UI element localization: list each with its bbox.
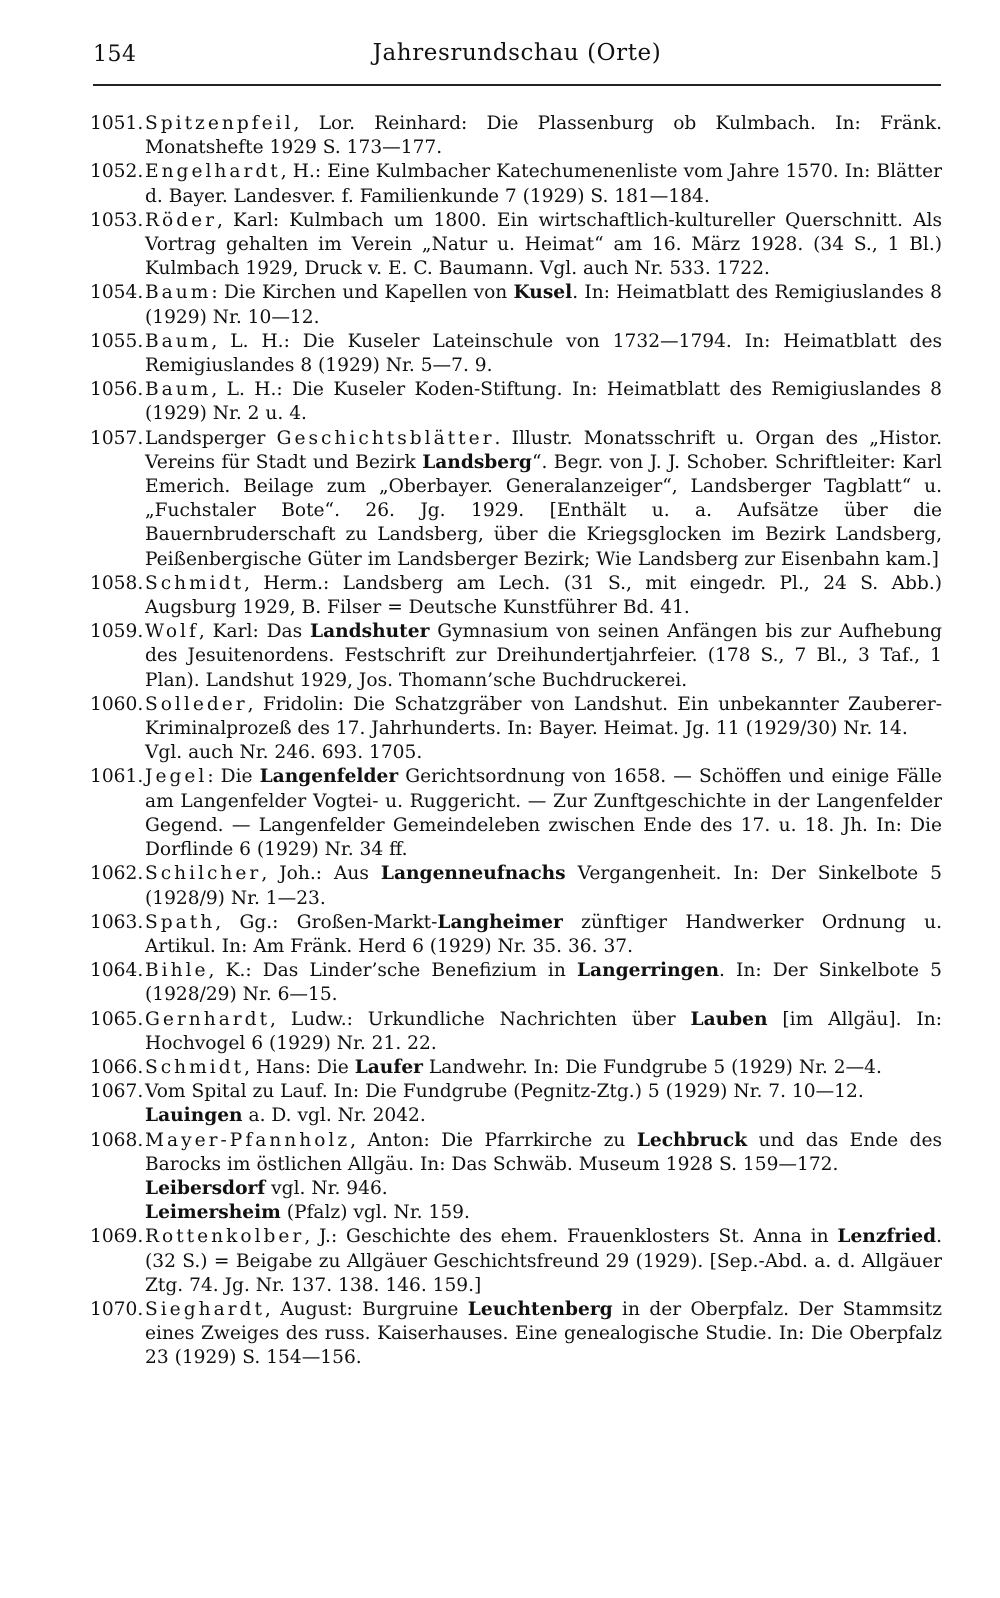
entry-text: a. D. vgl. Nr. 2042. xyxy=(242,1105,426,1127)
bibliography-entry xyxy=(90,1225,942,1298)
entry-text: , Karl: Das xyxy=(198,621,310,643)
bibliography-entry xyxy=(90,160,942,208)
entry-author: Wolf xyxy=(145,621,199,643)
entry-number: 1062. xyxy=(90,863,144,885)
entry-author: Mayer-Pfannholz xyxy=(145,1129,351,1151)
entry-text: , Hans: Die xyxy=(244,1056,355,1078)
entry-author: Sieghardt xyxy=(145,1298,265,1320)
entry-text: und das Ende des Barocks im östlichen Allgäu. In: Das Schwäb. Museum 1928 S. 159—172. xyxy=(145,1129,942,1175)
entry-text: Vom Spital zu Lauf. In: Die Fundgrube (Pegnitz-Ztg.) 5 (1929) Nr. 7. 10—12. xyxy=(145,1081,864,1103)
entry-number: 1060. xyxy=(90,693,144,715)
entry-text: Gymnasium von seinen Anfängen bis zur Aufhebung des Jesuitenordens. Festschrift zur Dreihundertjahrfeier. (178 S., 7 Bl., 3 Taf., 1 Plan). Landshut 1929, Jos. Thomann’sche Buchdruckerei. xyxy=(145,621,942,691)
entry-text: . Illustr. Monatsschrift u. Organ des „Histor. Vereins für Stadt und Bezirk xyxy=(145,427,942,473)
bibliography-entry xyxy=(90,112,942,160)
entry-place: Laufer xyxy=(354,1056,423,1078)
entry-text: , L. H.: Die Kuseler Lateinschule von 1732—1794. In: Heimatblatt des Remigiuslandes 8 (1929) Nr. 5—7. 9. xyxy=(145,330,942,377)
entry-place: Leibersdorf xyxy=(145,1177,266,1199)
entry-author: Schmidt xyxy=(145,572,245,594)
entry-text: in der Oberpfalz. Der Stammsitz eines Zweiges des russ. Kaiserhauses. Eine genealogische Studie. In: Die Oberpfalz 23 (1929) S. 154—156. xyxy=(145,1298,942,1369)
entry-number: 1069. xyxy=(90,1226,144,1248)
entry-place: Lechbruck xyxy=(636,1129,748,1151)
entry-number: 1064. xyxy=(90,960,144,982)
entry-author: Rottenkolber xyxy=(145,1226,305,1248)
bibliography-entry xyxy=(90,693,942,741)
entry-text: (Pfalz) vgl. Nr. 159. xyxy=(280,1202,470,1224)
entry-place: Kusel xyxy=(513,282,573,304)
entry-text: vgl. Nr. 946. xyxy=(265,1177,388,1199)
bibliography-entry xyxy=(90,281,942,329)
entry-number: 1058. xyxy=(90,572,144,594)
bibliography-entry xyxy=(90,620,942,693)
entry-author: Schilcher xyxy=(145,863,262,885)
entry-text: , Gg.: Großen-Markt- xyxy=(215,911,438,933)
cross-reference xyxy=(90,1201,942,1225)
entry-author: Spitzenpfeil xyxy=(145,113,294,134)
entry-text: , H.: Eine Kulmbacher Katechumenenliste vom Jahre 1570. In: Blätter d. Bayer. Landesver. f. Familienkunde 7 (1929) S. 181—184. xyxy=(145,161,942,207)
entry-number: 1057. xyxy=(90,427,144,449)
entry-number: 1052. xyxy=(90,161,144,183)
cross-reference xyxy=(90,1177,942,1201)
entry-author: Baum xyxy=(145,379,212,401)
bibliography-entry xyxy=(90,378,942,426)
entry-number: 1054. xyxy=(90,282,144,304)
entry-text: , L. H.: Die Kuseler Koden-Stiftung. In: Heimatblatt des Remigiuslandes 8 (1929) Nr. 2 u. 4. xyxy=(145,379,942,425)
entry-author: Jegel xyxy=(145,766,208,788)
entry-place: Langerringen xyxy=(576,960,719,982)
entry-text: , K.: Das Linder’sche Benefizium in xyxy=(208,960,577,982)
entry-number: 1059. xyxy=(90,621,144,643)
entry-text: Gerichtsordnung von 1658. — Schöffen und einige Fälle am Langenfelder Vogtei- u. Ruggericht. — Zur Zunftgeschichte in der Langenfelder Gegend. — Langenfelder Gemeindeleben zwischen Ende des 17. u. 18. Jh. In: Die Dorflinde 6 (1929) Nr. 34 ff. xyxy=(145,766,942,861)
bibliography-entry xyxy=(90,1056,942,1080)
entry-author: Engelhardt xyxy=(145,161,281,183)
entry-number: 1067. xyxy=(90,1081,144,1103)
entry-place: Langheimer xyxy=(437,911,563,933)
entry-text: , Lor. Reinhard: Die Plassenburg ob Kulmbach. In: Fränk. Monatshefte 1929 S. 173—177. xyxy=(145,113,942,159)
entry-place: Leuchtenberg xyxy=(467,1298,613,1320)
entry-number: 1061. xyxy=(90,766,144,788)
running-title: Jahresrundschau (Orte) xyxy=(372,40,662,66)
entry-author: Gernhardt xyxy=(145,1008,271,1030)
entry-text: : Die xyxy=(207,766,260,788)
entry-text: : Die Kirchen und Kapellen von xyxy=(211,282,514,304)
entry-text: . In: Der Sinkelbote 5 (1928/29) Nr. 6—15. xyxy=(145,960,942,1006)
cross-reference xyxy=(90,1104,942,1128)
cross-reference xyxy=(90,741,942,765)
entry-text: . In: Heimatblatt des Remigiuslandes 8 (1929) Nr. 10—12. xyxy=(145,282,942,328)
entry-text: Vgl. auch Nr. 246. 693. 1705. xyxy=(145,742,423,764)
header-rule xyxy=(93,84,941,86)
entry-text: . (32 S.) = Beigabe zu Allgäuer Geschichtsfreund 29 (1929). [Sep.-Abd. a. d. Allgäuer Ztg. 74. Jg. Nr. 137. 138. 146. 159.] xyxy=(145,1226,942,1296)
entry-author: Geschichtsblätter xyxy=(276,427,495,449)
entry-text: , Ludw.: Urkundliche Nachrichten über xyxy=(270,1008,691,1030)
entry-author: Schmidt xyxy=(145,1056,245,1078)
entry-text: Landwehr. In: Die Fundgrube 5 (1929) Nr. 2—4. xyxy=(422,1056,882,1078)
page-number: 154 xyxy=(93,42,137,67)
entry-place: Landsberg xyxy=(422,451,532,473)
entry-number: 1070. xyxy=(90,1298,144,1320)
bibliography-entry xyxy=(90,1129,942,1177)
entry-author: Röder xyxy=(145,209,217,231)
entry-place: Langenfelder xyxy=(259,766,399,788)
bibliography-entry xyxy=(90,1080,942,1104)
entry-number: 1065. xyxy=(90,1008,144,1030)
entry-text: , Herm.: Landsberg am Lech. (31 S., mit eingedr. Pl., 24 S. Abb.) Augsburg 1929, B. Filser = Deutsche Kunstführer Bd. 41. xyxy=(145,572,942,619)
entry-place: Lauben xyxy=(690,1008,768,1030)
bibliography-entry xyxy=(90,959,942,1007)
page-header xyxy=(93,36,941,76)
bibliography-entry xyxy=(90,862,942,910)
bibliography-entry xyxy=(90,209,942,282)
bibliography-entry xyxy=(90,330,942,378)
entry-text: Landsperger xyxy=(145,427,277,449)
entry-place: Langenneufnachs xyxy=(380,863,566,885)
entry-place: Lenzfried xyxy=(837,1226,937,1248)
entry-text: , Fridolin: Die Schatzgräber von Landshut. Ein unbekannter Zauberer-Kriminalprozeß des 17. Jahrhunderts. In: Bayer. Heimat. Jg. 11 (1929/30) Nr. 14. xyxy=(145,693,942,740)
entry-place: Lauingen xyxy=(145,1105,243,1127)
entry-text: , August: Burgruine xyxy=(264,1298,468,1320)
entry-place: Leimersheim xyxy=(145,1202,281,1224)
entry-text: “. Begr. von J. J. Schober. Schriftleiter: Karl Emerich. Beilage zum „Oberbayer. Generalanzeiger“, Landsberger Tagblatt“ u. „Fuchstaler Bote“. 26. Jg. 1929. [Enthält u. a. Aufsätze über die Bauernbruderschaft zu Landsberg, über die Kriegsglocken im Bezirk Landsberg, Peißenbergische Güter im Landsberger Bezirk; Wie Landsberg zur Eisenbahn kam.] xyxy=(145,451,943,570)
entry-author: Bihle xyxy=(145,960,209,982)
bibliography-list xyxy=(90,112,942,1371)
entry-author: Spath xyxy=(145,911,216,933)
entry-author: Baum xyxy=(145,330,212,352)
bibliography-entry xyxy=(90,765,942,862)
entry-number: 1068. xyxy=(90,1129,144,1151)
entry-text: Vergangenheit. In: Der Sinkelbote 5 (1928/9) Nr. 1—23. xyxy=(145,863,942,909)
entry-number: 1055. xyxy=(90,330,144,352)
bibliography-entry xyxy=(90,572,942,620)
entry-text: [im Allgäu]. In: Hochvogel 6 (1929) Nr. 21. 22. xyxy=(145,1008,942,1054)
entry-number: 1056. xyxy=(90,379,144,401)
bibliography-entry xyxy=(90,1008,942,1056)
entry-number: 1051. xyxy=(90,113,144,134)
bibliography-entry xyxy=(90,1298,942,1371)
entry-text: , Joh.: Aus xyxy=(261,863,381,885)
entry-text: zünftiger Handwerker Ordnung u. Artikul. In: Am Fränk. Herd 6 (1929) Nr. 35. 36. 37. xyxy=(145,911,942,957)
bibliography-entry xyxy=(90,911,942,959)
entry-text: , Karl: Kulmbach um 1800. Ein wirtschaftlich-kultureller Querschnitt. Als Vortrag gehalten im Verein „Natur u. Heimat“ am 16. März 1928. (34 S., 1 Bl.) Kulmbach 1929, Druck v. E. C. Baumann. Vgl. auch Nr. 533. 1722. xyxy=(145,209,942,280)
entry-place: Landshuter xyxy=(310,621,430,643)
entry-number: 1063. xyxy=(90,911,144,933)
entry-author: Baum xyxy=(145,282,212,304)
bibliography-entry xyxy=(90,427,942,572)
entry-author: Solleder xyxy=(145,693,248,715)
entry-number: 1053. xyxy=(90,209,144,231)
entry-number: 1066. xyxy=(90,1056,144,1078)
entry-text: , Anton: Die Pfarrkirche zu xyxy=(350,1129,637,1151)
entry-text: , J.: Geschichte des ehem. Frauenklosters St. Anna in xyxy=(304,1226,838,1248)
